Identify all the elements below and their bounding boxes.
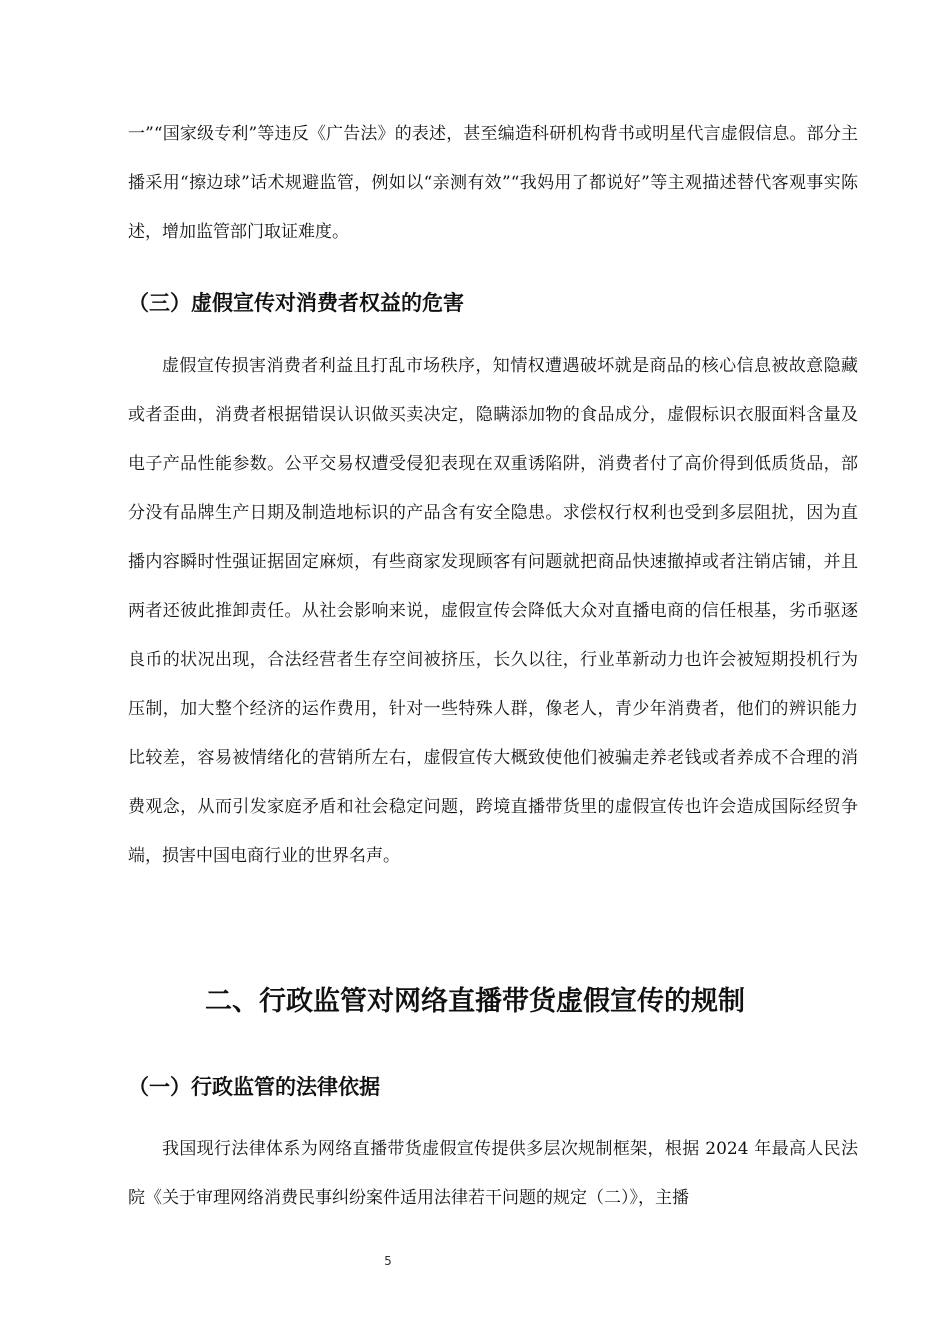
section-heading-harm: （三）虚假宣传对消费者权益的危害 [128, 291, 464, 315]
body-paragraph-1: 一”“国家级专利”等违反《广告法》的表述，甚至编造科研机构背书或明星代言虚假信息。部分主播采用“擦边球”话术规避监管，例如以“亲测有效”“我妈用了都说好”等主观描述替代客观事实陈述，增加监管部门取证难度。 [128, 124, 858, 242]
body-paragraph-3: 我国现行法律体系为网络直播带货虚假宣传提供多层次规制框架，根据 2024 年最高人民法院《关于审理网络消费民事纠纷案件适用法律若干问题的规定（二）》，主播 [128, 1139, 858, 1208]
page-number: 5 [384, 1254, 392, 1268]
body-paragraph-2: 虚假宣传损害消费者利益且打乱市场秩序，知情权遭遇破坏就是商品的核心信息被故意隐藏或者歪曲，消费者根据错误认识做买卖决定，隐瞒添加物的食品成分，虚假标识衣服面料含量及电子产品性能参数。公平交易权遭受侵犯表现在双重诱陷阱，消费者付了高价得到低质货品，部分没有品牌生产日期及制造地标识的产品含有安全隐患。求偿权行权利也受到多层阻扰，因为直播内容瞬时性强证据固定麻烦，有些商家发现顾客有问题就把商品快速撤掉或者注销店铺，并且两者还彼此推卸责任。从社会影响来说，虚假宣传会降低大众对直播电商的信任根基，劣币驱逐良币的状况出现，合法经营者生存空间被挤压，长久以往，行业革新动力也许会被短期投机行为压制，加大整个经济的运作费用，针对一些特殊人群，像老人，青少年消费者，他们的辨识能力比较差，容易被情绪化的营销所左右，虚假宣传大概致使他们被骗走养老钱或者养成不合理的消费观念，从而引发家庭矛盾和社会稳定问题，跨境直播带货里的虚假宣传也许会造成国际经贸争端，损害中国电商行业的世界名声。 [128, 356, 858, 866]
chapter-heading-2: 二、行政监管对网络直播带货虚假宣传的规制 [205, 986, 745, 1017]
section-heading-legal-basis: （一）行政监管的法律依据 [128, 1075, 380, 1099]
